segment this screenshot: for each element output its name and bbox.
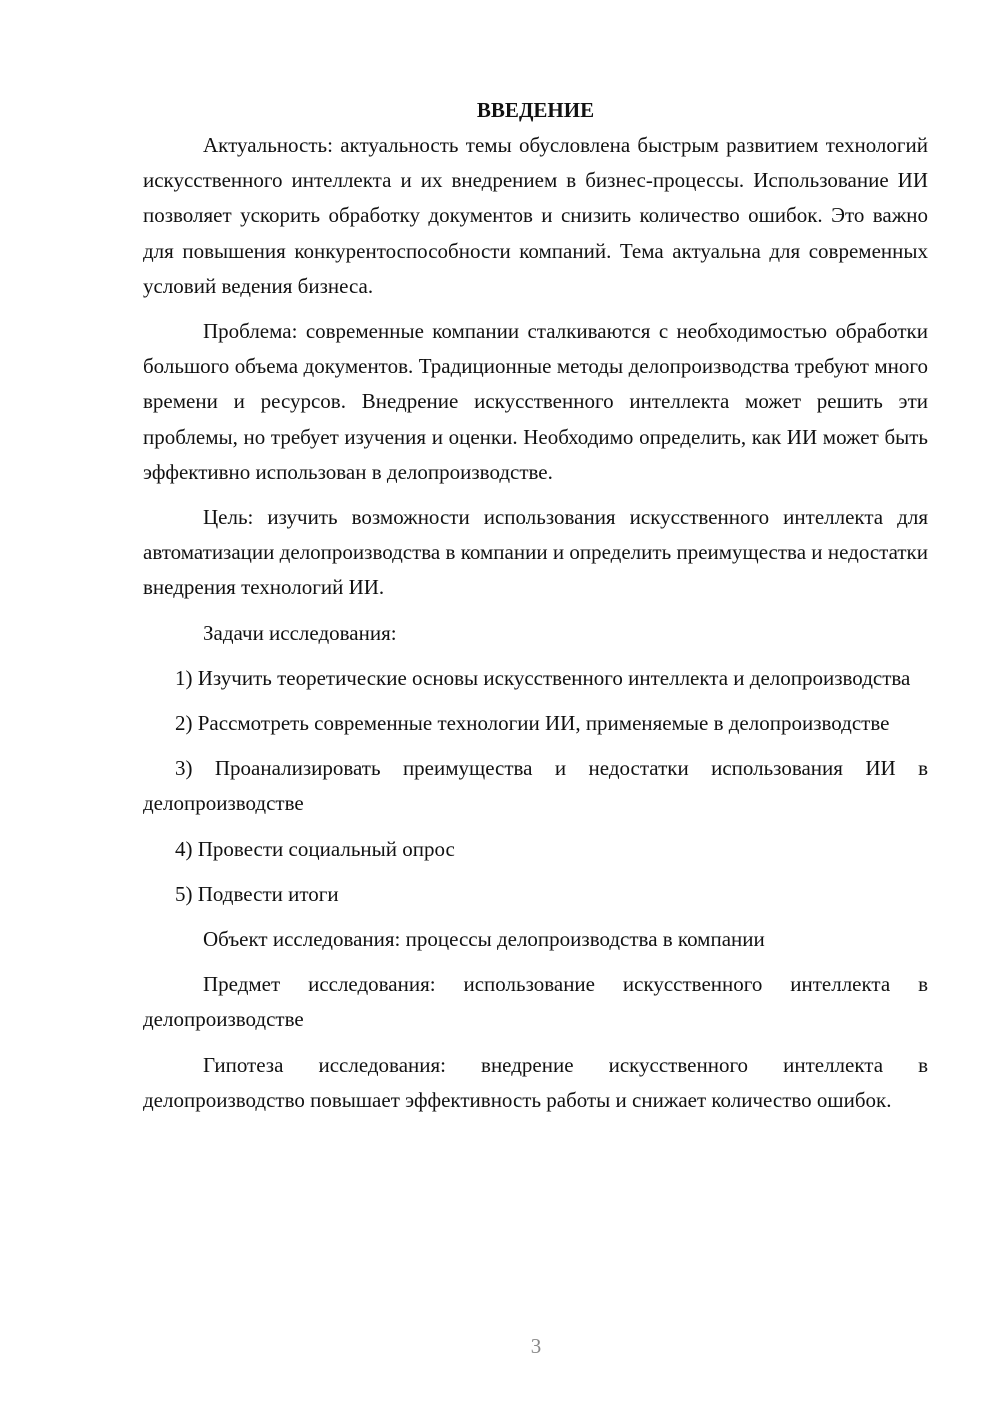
page-title: ВВЕДЕНИЕ: [476, 98, 595, 122]
relevance-paragraph: Актуальность: актуальность темы обусловлена быстрым развитием технологий искусственного интеллекта и их внедрением в бизнес-процессы. Использование ИИ позволяет ускорить обработку документов и снизить количество ошибок. Это важно для повышения конкурентоспособности компаний. Тема актуальна для современных условий ведения бизнеса.: [143, 133, 928, 298]
subject-paragraph: Предмет исследования: использование искусственного интеллекта в делопроизводстве: [143, 972, 928, 1032]
task-item-5: 5) Подвести итоги: [175, 881, 339, 906]
problem-paragraph: Проблема: современные компании сталкиваются с необходимостью обработки большого объема документов. Традиционные методы делопроизводства требуют много времени и ресурсов. Внедрение искусственного интеллекта может решить эти проблемы, но требует изучения и оценки. Необходимо определить, как ИИ может быть эффективно использован в делопроизводстве.: [143, 319, 928, 484]
goal-paragraph: Цель: изучить возможности использования искусственного интеллекта для автоматизации делопроизводства в компании и определить преимущества и недостатки внедрения технологий ИИ.: [143, 505, 928, 600]
task-item-2: 2) Рассмотреть современные технологии ИИ, применяемые в делопроизводстве: [175, 711, 890, 736]
tasks-heading: Задачи исследования:: [203, 620, 397, 645]
task-item-3: 3) Проанализировать преимущества и недостатки использования ИИ в делопроизводстве: [143, 756, 928, 816]
object-paragraph: Объект исследования: процессы делопроизводства в компании: [203, 927, 765, 952]
task-item-1: 1) Изучить теоретические основы искусственного интеллекта и делопроизводства: [175, 665, 911, 690]
task-item-4: 4) Провести социальный опрос: [175, 836, 455, 861]
page-number: 3: [530, 1334, 542, 1358]
hypothesis-paragraph: Гипотеза исследования: внедрение искусственного интеллекта в делопроизводство повышает эффективность работы и снижает количество ошибок.: [143, 1052, 928, 1112]
document-page: [143, 93, 928, 1128]
